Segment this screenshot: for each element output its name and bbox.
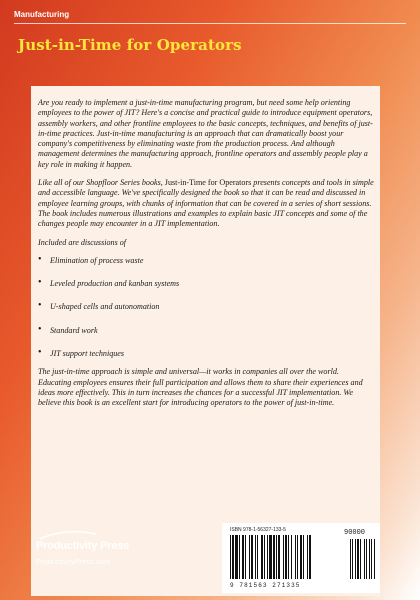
- swoosh-icon: [38, 530, 98, 540]
- list-item: • JIT support techniques: [38, 349, 374, 359]
- series-label: Manufacturing: [14, 10, 70, 19]
- list-item: • Standard work: [38, 326, 374, 336]
- barcode-box: [222, 523, 380, 593]
- isbn-label: ISBN 978-1-56327-133-5: [230, 527, 286, 533]
- publisher-logo: [36, 540, 129, 552]
- book-title-inline: Just-in-Time for Operators: [164, 178, 252, 188]
- closing-paragraph: The just-in-time approach is simple and universal—it works in companies all over the world. Educating employees ensures their full participation and allows them to share their experiences and ideas more effectively. This in turn increases the chances for a successful JIT implementation. We believe this book is an excellent start for introducing operators to the power of just-in-time.: [38, 367, 363, 408]
- list-item: • Leveled production and kanban systems: [38, 279, 374, 289]
- description-text: [38, 98, 374, 417]
- list-item: • Elimination of process waste: [38, 256, 374, 266]
- series-paragraph-start: Like all of our Shopfloor Series books,: [38, 178, 165, 188]
- book-title: Just-in-Time for Operators: [18, 36, 242, 54]
- header-divider: [14, 23, 406, 24]
- barcode-number: 9 781563 271335: [230, 582, 301, 589]
- list-item: • U-shaped cells and autonomation: [38, 302, 374, 312]
- series-paragraph-end: presents concepts and tools in simple and accessible language. We've specifically designed the book so that it can be read and discussed in employee learning groups, with chunks of information that can be covered in a series of short sessions. The book includes numerous illustrations and examples to explain basic JIT concepts and some of the changes people may encounter in a JIT implementation.: [38, 178, 374, 229]
- price-code: 90000: [344, 529, 366, 537]
- publisher-url: ProductivityPress.com: [36, 557, 111, 566]
- barcode-icon: [230, 535, 375, 581]
- publisher-name: Productivity Press: [36, 540, 129, 552]
- topics-list: [38, 256, 374, 359]
- list-intro: Included are discussions of: [38, 237, 127, 247]
- series-paragraph: [38, 178, 374, 229]
- intro-paragraph: Are you ready to implement a just-in-time manufacturing program, but need some help orienting employees to the power of JIT? Here's a concise and practical guide to introduce equipment operators, assembly workers, and other frontline employees to the basic concepts, techniques, and benefits of just-in-time practices. Just-in-time manufacturing is an approach that can dramatically boost your company's competitiveness by eliminating waste from the production process. And although management determines the manufacturing approach, frontline operators and assembly people play a key role in making it happen.: [38, 98, 373, 169]
